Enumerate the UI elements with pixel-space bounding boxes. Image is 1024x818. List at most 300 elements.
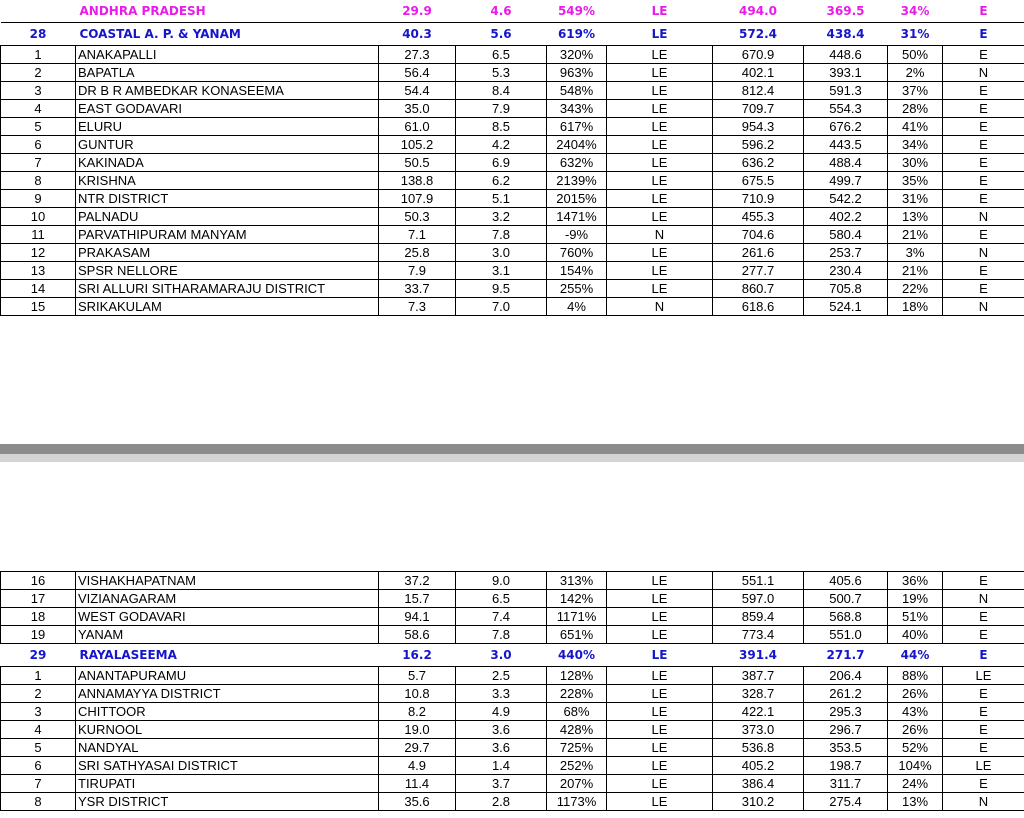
category-1: LE bbox=[607, 23, 713, 46]
category-2: E bbox=[943, 685, 1024, 703]
percent-change: 2404% bbox=[547, 136, 607, 154]
category-2: E bbox=[943, 136, 1024, 154]
value-3: 551.1 bbox=[713, 572, 804, 590]
row-number: 14 bbox=[1, 280, 76, 298]
district-name: SRI SATHYASAI DISTRICT bbox=[76, 757, 379, 775]
rainfall-table-top bbox=[0, 0, 1024, 316]
value-1: 8.2 bbox=[379, 703, 456, 721]
row-number: 10 bbox=[1, 208, 76, 226]
district-name: COASTAL A. P. & YANAM bbox=[76, 23, 379, 46]
value-3: 597.0 bbox=[713, 590, 804, 608]
value-2: 3.6 bbox=[456, 721, 547, 739]
category-2: E bbox=[943, 23, 1024, 46]
percent-change: 4% bbox=[547, 298, 607, 316]
value-4: 676.2 bbox=[804, 118, 888, 136]
percent-departure: 13% bbox=[888, 208, 943, 226]
category-1: LE bbox=[607, 644, 713, 667]
category-2: E bbox=[943, 721, 1024, 739]
row-number: 4 bbox=[1, 721, 76, 739]
category-2: E bbox=[943, 226, 1024, 244]
percent-departure: 22% bbox=[888, 280, 943, 298]
percent-departure: 50% bbox=[888, 46, 943, 64]
percent-departure: 26% bbox=[888, 721, 943, 739]
district-name: ELURU bbox=[76, 118, 379, 136]
row-number: 13 bbox=[1, 262, 76, 280]
percent-change: 760% bbox=[547, 244, 607, 262]
district-name: SRI ALLURI SITHARAMARAJU DISTRICT bbox=[76, 280, 379, 298]
table-row bbox=[1, 136, 1024, 154]
table-row bbox=[1, 82, 1024, 100]
value-2: 7.4 bbox=[456, 608, 547, 626]
value-1: 29.9 bbox=[379, 0, 456, 23]
value-3: 536.8 bbox=[713, 739, 804, 757]
percent-departure: 43% bbox=[888, 703, 943, 721]
category-1: N bbox=[607, 298, 713, 316]
percent-change: 343% bbox=[547, 100, 607, 118]
row-number: 29 bbox=[1, 644, 76, 667]
table-row bbox=[1, 757, 1024, 775]
value-2: 3.0 bbox=[456, 244, 547, 262]
category-2: E bbox=[943, 703, 1024, 721]
percent-change: 619% bbox=[547, 23, 607, 46]
value-2: 4.9 bbox=[456, 703, 547, 721]
row-number: 3 bbox=[1, 703, 76, 721]
value-4: 253.7 bbox=[804, 244, 888, 262]
district-name: SRIKAKULAM bbox=[76, 298, 379, 316]
value-4: 311.7 bbox=[804, 775, 888, 793]
value-1: 50.5 bbox=[379, 154, 456, 172]
value-4: 295.3 bbox=[804, 703, 888, 721]
value-3: 373.0 bbox=[713, 721, 804, 739]
value-3: 670.9 bbox=[713, 46, 804, 64]
table-row bbox=[1, 721, 1024, 739]
category-2: N bbox=[943, 298, 1024, 316]
value-1: 61.0 bbox=[379, 118, 456, 136]
percent-change: 2015% bbox=[547, 190, 607, 208]
value-2: 8.4 bbox=[456, 82, 547, 100]
value-3: 860.7 bbox=[713, 280, 804, 298]
value-3: 422.1 bbox=[713, 703, 804, 721]
percent-departure: 36% bbox=[888, 572, 943, 590]
category-1: LE bbox=[607, 667, 713, 685]
district-name: KURNOOL bbox=[76, 721, 379, 739]
value-4: 551.0 bbox=[804, 626, 888, 644]
value-2: 3.3 bbox=[456, 685, 547, 703]
percent-change: 128% bbox=[547, 667, 607, 685]
value-1: 16.2 bbox=[379, 644, 456, 667]
value-3: 310.2 bbox=[713, 793, 804, 811]
category-2: E bbox=[943, 626, 1024, 644]
district-name: BAPATLA bbox=[76, 64, 379, 82]
value-1: 19.0 bbox=[379, 721, 456, 739]
value-1: 11.4 bbox=[379, 775, 456, 793]
category-1: LE bbox=[607, 190, 713, 208]
category-1: LE bbox=[607, 64, 713, 82]
value-2: 9.5 bbox=[456, 280, 547, 298]
percent-departure: 19% bbox=[888, 590, 943, 608]
category-1: LE bbox=[607, 775, 713, 793]
value-3: 773.4 bbox=[713, 626, 804, 644]
district-name: RAYALASEEMA bbox=[76, 644, 379, 667]
value-2: 6.5 bbox=[456, 590, 547, 608]
value-1: 25.8 bbox=[379, 244, 456, 262]
row-number: 4 bbox=[1, 100, 76, 118]
value-4: 542.2 bbox=[804, 190, 888, 208]
table-row bbox=[1, 262, 1024, 280]
value-4: 524.1 bbox=[804, 298, 888, 316]
percent-departure: 51% bbox=[888, 608, 943, 626]
value-2: 1.4 bbox=[456, 757, 547, 775]
percent-departure: 24% bbox=[888, 775, 943, 793]
value-3: 812.4 bbox=[713, 82, 804, 100]
percent-change: 651% bbox=[547, 626, 607, 644]
value-3: 405.2 bbox=[713, 757, 804, 775]
category-2: E bbox=[943, 739, 1024, 757]
value-2: 2.8 bbox=[456, 793, 547, 811]
value-2: 9.0 bbox=[456, 572, 547, 590]
value-4: 230.4 bbox=[804, 262, 888, 280]
value-1: 105.2 bbox=[379, 136, 456, 154]
category-1: LE bbox=[607, 590, 713, 608]
value-1: 4.9 bbox=[379, 757, 456, 775]
category-1: LE bbox=[607, 46, 713, 64]
percent-departure: 34% bbox=[888, 136, 943, 154]
percent-departure: 88% bbox=[888, 667, 943, 685]
district-name: ANNAMAYYA DISTRICT bbox=[76, 685, 379, 703]
percent-change: 313% bbox=[547, 572, 607, 590]
category-1: LE bbox=[607, 280, 713, 298]
percent-change: 1173% bbox=[547, 793, 607, 811]
region-summary-row bbox=[1, 23, 1024, 46]
value-1: 54.4 bbox=[379, 82, 456, 100]
table-row bbox=[1, 190, 1024, 208]
category-2: E bbox=[943, 608, 1024, 626]
value-1: 58.6 bbox=[379, 626, 456, 644]
category-2: N bbox=[943, 64, 1024, 82]
value-4: 705.8 bbox=[804, 280, 888, 298]
value-3: 675.5 bbox=[713, 172, 804, 190]
row-number: 11 bbox=[1, 226, 76, 244]
value-3: 391.4 bbox=[713, 644, 804, 667]
value-2: 6.5 bbox=[456, 46, 547, 64]
percent-departure: 18% bbox=[888, 298, 943, 316]
district-name: ANANTAPURAMU bbox=[76, 667, 379, 685]
value-3: 277.7 bbox=[713, 262, 804, 280]
row-number: 7 bbox=[1, 154, 76, 172]
value-3: 572.4 bbox=[713, 23, 804, 46]
table-row bbox=[1, 572, 1024, 590]
value-1: 10.8 bbox=[379, 685, 456, 703]
category-1: LE bbox=[607, 721, 713, 739]
row-number: 6 bbox=[1, 757, 76, 775]
table-row bbox=[1, 280, 1024, 298]
percent-change: 963% bbox=[547, 64, 607, 82]
value-1: 35.6 bbox=[379, 793, 456, 811]
value-4: 443.5 bbox=[804, 136, 888, 154]
value-3: 859.4 bbox=[713, 608, 804, 626]
district-name: NANDYAL bbox=[76, 739, 379, 757]
category-1: LE bbox=[607, 154, 713, 172]
value-4: 448.6 bbox=[804, 46, 888, 64]
rainfall-table-bottom bbox=[0, 571, 1024, 811]
value-2: 5.1 bbox=[456, 190, 547, 208]
percent-departure: 41% bbox=[888, 118, 943, 136]
percent-departure: 37% bbox=[888, 82, 943, 100]
row-number bbox=[1, 0, 76, 23]
row-number: 9 bbox=[1, 190, 76, 208]
value-3: 387.7 bbox=[713, 667, 804, 685]
category-1: LE bbox=[607, 608, 713, 626]
table-row bbox=[1, 172, 1024, 190]
table-row bbox=[1, 626, 1024, 644]
table-row bbox=[1, 685, 1024, 703]
percent-change: 2139% bbox=[547, 172, 607, 190]
region-summary-row bbox=[1, 644, 1024, 667]
category-1: LE bbox=[607, 626, 713, 644]
value-4: 568.8 bbox=[804, 608, 888, 626]
value-3: 636.2 bbox=[713, 154, 804, 172]
category-1: LE bbox=[607, 82, 713, 100]
value-2: 4.2 bbox=[456, 136, 547, 154]
category-2: E bbox=[943, 0, 1024, 23]
table-row bbox=[1, 775, 1024, 793]
percent-change: 320% bbox=[547, 46, 607, 64]
value-2: 3.2 bbox=[456, 208, 547, 226]
table-row bbox=[1, 46, 1024, 64]
value-1: 27.3 bbox=[379, 46, 456, 64]
value-1: 33.7 bbox=[379, 280, 456, 298]
table-row bbox=[1, 608, 1024, 626]
row-number: 18 bbox=[1, 608, 76, 626]
state-summary-row bbox=[1, 0, 1024, 23]
percent-change: 549% bbox=[547, 0, 607, 23]
category-1: LE bbox=[607, 0, 713, 23]
value-2: 7.8 bbox=[456, 226, 547, 244]
value-2: 6.2 bbox=[456, 172, 547, 190]
value-2: 5.3 bbox=[456, 64, 547, 82]
value-2: 7.9 bbox=[456, 100, 547, 118]
value-4: 402.2 bbox=[804, 208, 888, 226]
category-2: LE bbox=[943, 667, 1024, 685]
category-2: E bbox=[943, 190, 1024, 208]
value-4: 405.6 bbox=[804, 572, 888, 590]
district-name: NTR DISTRICT bbox=[76, 190, 379, 208]
category-1: LE bbox=[607, 136, 713, 154]
row-number: 1 bbox=[1, 667, 76, 685]
row-number: 5 bbox=[1, 118, 76, 136]
table-row bbox=[1, 118, 1024, 136]
value-4: 275.4 bbox=[804, 793, 888, 811]
row-number: 2 bbox=[1, 685, 76, 703]
row-number: 2 bbox=[1, 64, 76, 82]
value-3: 704.6 bbox=[713, 226, 804, 244]
row-number: 15 bbox=[1, 298, 76, 316]
table-row bbox=[1, 793, 1024, 811]
value-1: 7.3 bbox=[379, 298, 456, 316]
district-name: ANAKAPALLI bbox=[76, 46, 379, 64]
value-3: 618.6 bbox=[713, 298, 804, 316]
value-1: 35.0 bbox=[379, 100, 456, 118]
district-name: TIRUPATI bbox=[76, 775, 379, 793]
percent-change: 255% bbox=[547, 280, 607, 298]
value-1: 138.8 bbox=[379, 172, 456, 190]
category-1: LE bbox=[607, 793, 713, 811]
category-1: N bbox=[607, 226, 713, 244]
value-1: 56.4 bbox=[379, 64, 456, 82]
value-2: 8.5 bbox=[456, 118, 547, 136]
district-name: PRAKASAM bbox=[76, 244, 379, 262]
value-1: 40.3 bbox=[379, 23, 456, 46]
value-1: 29.7 bbox=[379, 739, 456, 757]
value-3: 402.1 bbox=[713, 64, 804, 82]
percent-change: 617% bbox=[547, 118, 607, 136]
category-2: N bbox=[943, 590, 1024, 608]
percent-change: 68% bbox=[547, 703, 607, 721]
value-4: 296.7 bbox=[804, 721, 888, 739]
category-2: E bbox=[943, 100, 1024, 118]
category-2: LE bbox=[943, 757, 1024, 775]
category-1: LE bbox=[607, 757, 713, 775]
percent-departure: 31% bbox=[888, 190, 943, 208]
percent-change: 1471% bbox=[547, 208, 607, 226]
category-2: E bbox=[943, 82, 1024, 100]
row-number: 19 bbox=[1, 626, 76, 644]
category-2: E bbox=[943, 46, 1024, 64]
percent-departure: 26% bbox=[888, 685, 943, 703]
row-number: 5 bbox=[1, 739, 76, 757]
value-2: 6.9 bbox=[456, 154, 547, 172]
value-1: 15.7 bbox=[379, 590, 456, 608]
row-number: 6 bbox=[1, 136, 76, 154]
percent-change: 207% bbox=[547, 775, 607, 793]
district-name: CHITTOOR bbox=[76, 703, 379, 721]
percent-change: 154% bbox=[547, 262, 607, 280]
value-2: 7.0 bbox=[456, 298, 547, 316]
category-2: E bbox=[943, 572, 1024, 590]
category-1: LE bbox=[607, 118, 713, 136]
value-1: 50.3 bbox=[379, 208, 456, 226]
row-number: 16 bbox=[1, 572, 76, 590]
table-row bbox=[1, 667, 1024, 685]
value-4: 353.5 bbox=[804, 739, 888, 757]
percent-change: 440% bbox=[547, 644, 607, 667]
value-2: 7.8 bbox=[456, 626, 547, 644]
category-1: LE bbox=[607, 572, 713, 590]
value-4: 488.4 bbox=[804, 154, 888, 172]
category-2: E bbox=[943, 644, 1024, 667]
category-2: N bbox=[943, 793, 1024, 811]
table-row bbox=[1, 739, 1024, 757]
value-3: 596.2 bbox=[713, 136, 804, 154]
row-number: 1 bbox=[1, 46, 76, 64]
category-1: LE bbox=[607, 244, 713, 262]
value-2: 2.5 bbox=[456, 667, 547, 685]
category-2: E bbox=[943, 118, 1024, 136]
value-1: 94.1 bbox=[379, 608, 456, 626]
value-3: 710.9 bbox=[713, 190, 804, 208]
table-row bbox=[1, 703, 1024, 721]
percent-change: -9% bbox=[547, 226, 607, 244]
value-1: 107.9 bbox=[379, 190, 456, 208]
row-number: 17 bbox=[1, 590, 76, 608]
row-number: 8 bbox=[1, 172, 76, 190]
value-3: 455.3 bbox=[713, 208, 804, 226]
district-name: EAST GODAVARI bbox=[76, 100, 379, 118]
district-name: KAKINADA bbox=[76, 154, 379, 172]
table-row bbox=[1, 154, 1024, 172]
value-4: 499.7 bbox=[804, 172, 888, 190]
value-2: 5.6 bbox=[456, 23, 547, 46]
percent-change: 725% bbox=[547, 739, 607, 757]
value-2: 4.6 bbox=[456, 0, 547, 23]
category-1: LE bbox=[607, 685, 713, 703]
table-row bbox=[1, 226, 1024, 244]
percent-change: 632% bbox=[547, 154, 607, 172]
district-name: YANAM bbox=[76, 626, 379, 644]
row-number: 12 bbox=[1, 244, 76, 262]
percent-departure: 34% bbox=[888, 0, 943, 23]
value-3: 709.7 bbox=[713, 100, 804, 118]
percent-departure: 21% bbox=[888, 226, 943, 244]
value-2: 3.7 bbox=[456, 775, 547, 793]
percent-departure: 104% bbox=[888, 757, 943, 775]
category-1: LE bbox=[607, 739, 713, 757]
category-2: E bbox=[943, 280, 1024, 298]
table-row bbox=[1, 208, 1024, 226]
value-2: 3.1 bbox=[456, 262, 547, 280]
value-1: 7.1 bbox=[379, 226, 456, 244]
district-name: VIZIANAGARAM bbox=[76, 590, 379, 608]
percent-departure: 28% bbox=[888, 100, 943, 118]
value-3: 494.0 bbox=[713, 0, 804, 23]
value-4: 198.7 bbox=[804, 757, 888, 775]
table-row bbox=[1, 590, 1024, 608]
value-4: 580.4 bbox=[804, 226, 888, 244]
value-3: 261.6 bbox=[713, 244, 804, 262]
category-1: LE bbox=[607, 703, 713, 721]
value-3: 328.7 bbox=[713, 685, 804, 703]
table-row bbox=[1, 64, 1024, 82]
row-number: 7 bbox=[1, 775, 76, 793]
percent-departure: 35% bbox=[888, 172, 943, 190]
value-1: 37.2 bbox=[379, 572, 456, 590]
percent-departure: 40% bbox=[888, 626, 943, 644]
value-3: 386.4 bbox=[713, 775, 804, 793]
percent-change: 142% bbox=[547, 590, 607, 608]
page-divider bbox=[0, 444, 1024, 462]
category-1: LE bbox=[607, 100, 713, 118]
percent-departure: 44% bbox=[888, 644, 943, 667]
value-4: 271.7 bbox=[804, 644, 888, 667]
category-2: E bbox=[943, 172, 1024, 190]
percent-change: 548% bbox=[547, 82, 607, 100]
district-name: ANDHRA PRADESH bbox=[76, 0, 379, 23]
row-number: 3 bbox=[1, 82, 76, 100]
value-1: 5.7 bbox=[379, 667, 456, 685]
percent-change: 228% bbox=[547, 685, 607, 703]
category-2: E bbox=[943, 154, 1024, 172]
row-number: 8 bbox=[1, 793, 76, 811]
value-4: 206.4 bbox=[804, 667, 888, 685]
table-row bbox=[1, 244, 1024, 262]
percent-change: 1171% bbox=[547, 608, 607, 626]
table-row bbox=[1, 100, 1024, 118]
value-4: 591.3 bbox=[804, 82, 888, 100]
district-name: PARVATHIPURAM MANYAM bbox=[76, 226, 379, 244]
percent-departure: 30% bbox=[888, 154, 943, 172]
category-2: N bbox=[943, 208, 1024, 226]
district-name: GUNTUR bbox=[76, 136, 379, 154]
